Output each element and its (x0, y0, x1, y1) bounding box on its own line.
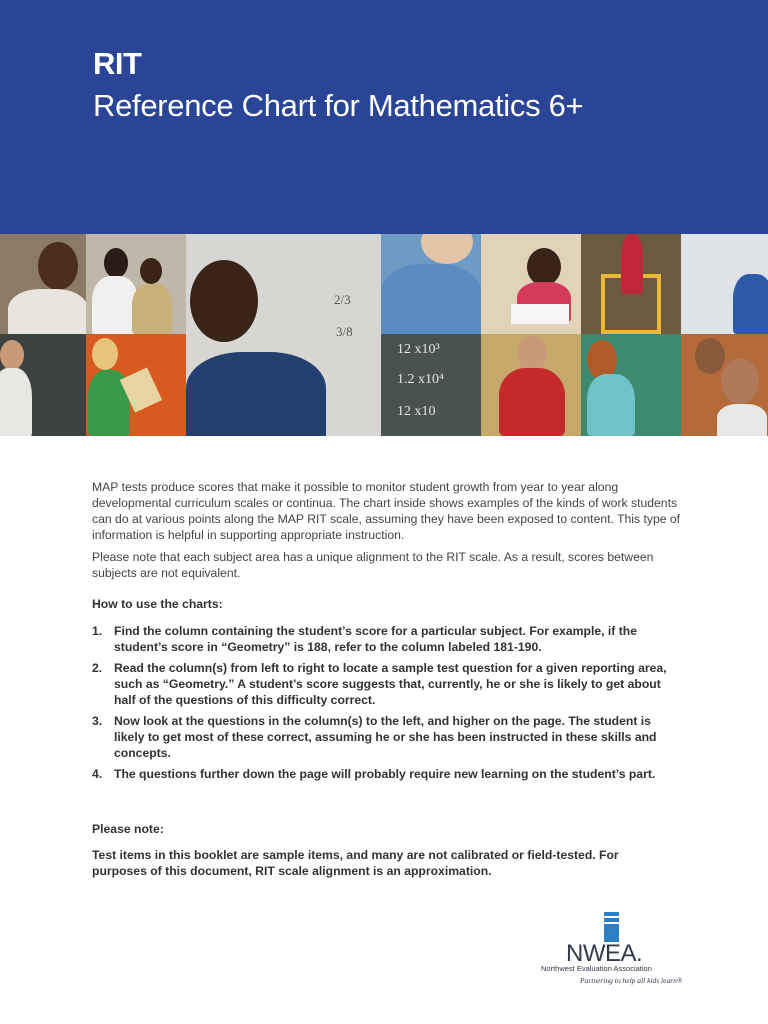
step-number: 1. (92, 624, 103, 638)
photo-smiling-students (681, 334, 768, 436)
step-number: 2. (92, 661, 103, 675)
step-item (92, 623, 672, 655)
step-text: Find the column containing the student’s score for a particular subject. For example, if the student’s score in “Geometry” is 188, refer to the column labeled 181-190. (114, 624, 638, 654)
page-title: RIT (93, 46, 142, 81)
logo-tagline: Partnering to help all kids learn® (580, 976, 683, 985)
nwea-logo (540, 912, 690, 992)
step-text: Read the column(s) from left to right to locate a sample test question for a given reporting area, such as “Geometry.” A student’s score suggests that, currently, he or she is likely to get about half of the questions of this difficulty correct. (114, 661, 667, 707)
photo-girl-clipboard (86, 334, 186, 436)
step-number: 3. (92, 714, 103, 728)
chalk-expression-1: 12 x10³ (397, 342, 440, 357)
whiteboard-fraction-1: 2/3 (334, 292, 351, 307)
page-subtitle: Reference Chart for Mathematics 6+ (93, 88, 584, 123)
note-title: Please note: (92, 822, 164, 836)
intro-paragraph-2: Please note that each subject area has a unique alignment to the RIT scale. As a result, scores between subjects are not equivalent. (92, 550, 654, 580)
how-to-steps (92, 623, 672, 787)
photo-boy-red-shirt (481, 334, 581, 436)
photo-students-group (86, 234, 186, 334)
chalk-expression-2: 1.2 x10⁴ (397, 372, 444, 387)
intro-paragraph-1: MAP tests produce scores that make it possible to monitor student growth from year to year along developmental curriculum scales or continua. The chart inside shows examples of the kinds of work students can do at various points along the MAP RIT scale, assuming they have been exposed to content. This type of information is helpful in supporting appropriate instruction. (92, 480, 681, 542)
logo-org-name: Northwest Evaluation Association (541, 964, 652, 973)
photo-girl-greenboard (581, 334, 681, 436)
logo-wordmark: NWEA. (566, 940, 643, 967)
photo-teacher-chalkboard (0, 334, 86, 436)
step-item (92, 660, 672, 708)
chalk-expression-3: 12 x10 (397, 404, 436, 419)
photo-children-desk (481, 234, 581, 334)
step-text: Now look at the questions in the column(s) to the left, and higher on the page. The student is likely to get most of these correct, assuming he or she has been instructed in these skills and concepts. (114, 714, 657, 760)
photo-student-board-right (681, 234, 768, 334)
photo-student-writing (381, 234, 481, 334)
step-item (92, 766, 672, 782)
step-number: 4. (92, 767, 103, 781)
photo-student-reading (0, 234, 86, 334)
note-text: Test items in this booklet are sample items, and many are not calibrated or field-tested. For purposes of this document, RIT scale alignment is an approximation. (92, 848, 619, 878)
nwea-logo-icon (604, 912, 619, 942)
whiteboard-fraction-2: 3/8 (336, 324, 353, 339)
photo-boy-at-whiteboard (186, 234, 381, 436)
photo-chalkboard-scientific (381, 334, 481, 436)
header-banner (0, 0, 768, 234)
step-item (92, 713, 672, 761)
photo-mosaic (0, 234, 768, 436)
photo-hopscotch (581, 234, 681, 334)
how-to-title: How to use the charts: (92, 597, 223, 611)
step-text: The questions further down the page will probably require new learning on the student’s part. (114, 767, 656, 781)
